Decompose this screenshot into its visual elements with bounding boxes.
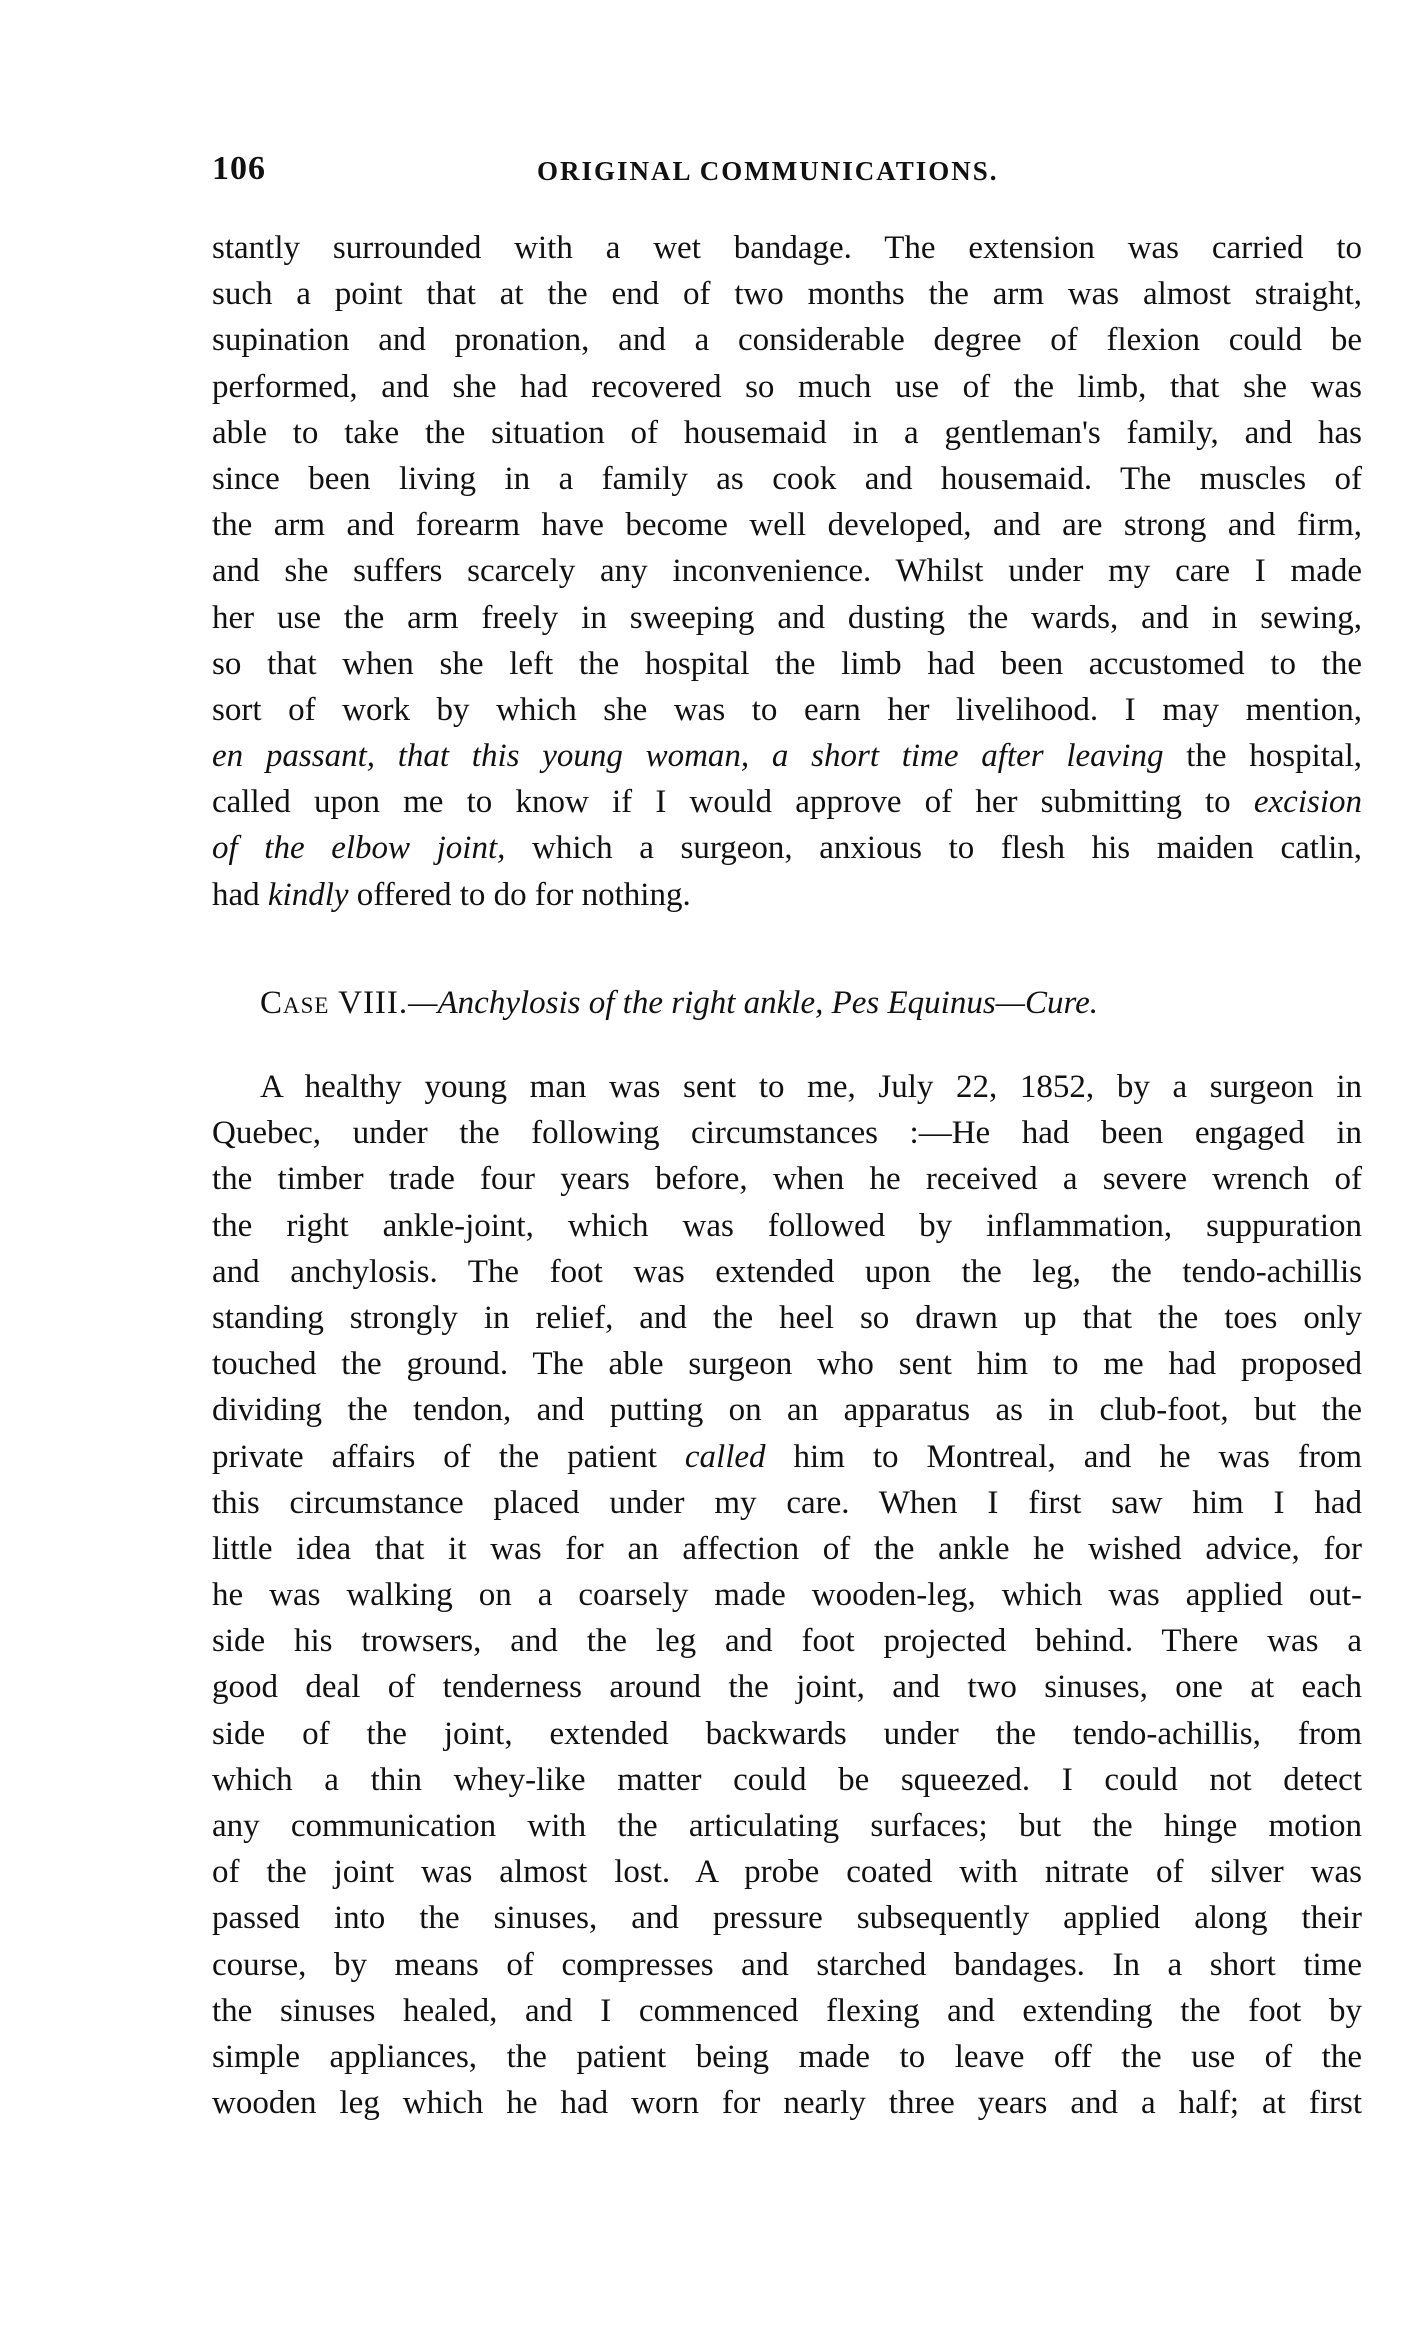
text-line: he was walking on a coarsely made wooden-leg, which was applied out- — [212, 1577, 1362, 1614]
text-line: dividing the tendon, and putting on an apparatus as in club-foot, but the — [212, 1392, 1362, 1429]
case-paragraph — [212, 1064, 1362, 2126]
text-line-mixed — [212, 1434, 1362, 1480]
text-line: stantly surrounded with a wet bandage. The extension was carried to — [212, 230, 1362, 266]
text-line: Quebec, under the following circumstances :—He had been engaged in — [212, 1115, 1362, 1152]
text-line-mixed — [212, 779, 1362, 825]
text-line: simple appliances, the patient being made to leave off the use of the — [212, 2038, 1362, 2075]
text-line-mixed — [212, 872, 1362, 918]
text-line: her use the arm freely in sweeping and dusting the wards, and in sewing, — [212, 599, 1362, 636]
text-span: had — [212, 876, 268, 913]
case-heading — [260, 978, 1362, 1028]
text-line-mixed — [212, 733, 1362, 779]
text-line: side his trowsers, and the leg and foot projected behind. There was a — [212, 1623, 1362, 1660]
text-line: which a thin whey-like matter could be squeezed. I could not detect — [212, 1761, 1362, 1798]
text-line: side of the joint, extended backwards under the tendo-achillis, from — [212, 1715, 1362, 1752]
text-line: of the joint was almost lost. A probe coated with nitrate of silver was — [212, 1854, 1362, 1891]
text-span: called upon me to know if I would approve of her submitting to — [212, 784, 1254, 821]
text-span: private affairs of the patient — [212, 1438, 685, 1475]
text-line: the arm and forearm have become well developed, and are strong and firm, — [212, 507, 1362, 544]
text-line-mixed — [212, 825, 1362, 871]
text-line: and anchylosis. The foot was extended upon the leg, the tendo-achillis — [212, 1253, 1362, 1290]
text-line: so that when she left the hospital the limb had been accustomed to the — [212, 645, 1362, 682]
text-line: course, by means of compresses and starched bandages. In a short time — [212, 1946, 1362, 1983]
text-line: sort of work by which she was to earn her livelihood. I may mention, — [212, 691, 1362, 728]
text-span: offered to do for nothing. — [348, 876, 691, 913]
text-line: A healthy young man was sent to me, July 22, 1852, by a surgeon in — [260, 1069, 1362, 1105]
text-line: wooden leg which he had worn for nearly three years and a half; at first — [212, 2085, 1362, 2122]
running-head — [212, 150, 1362, 200]
text-line: standing strongly in relief, and the heel so drawn up that the toes only — [212, 1299, 1362, 1336]
italic-phrase: en passant, — [212, 738, 375, 775]
text-span: the hospital, — [1163, 738, 1362, 775]
text-line: able to take the situation of housemaid in a gentleman's family, and has — [212, 414, 1362, 451]
text-line: any communication with the articulating surfaces; but the hinge motion — [212, 1808, 1362, 1844]
text-line: passed into the sinuses, and pressure subsequently applied along their — [212, 1900, 1362, 1937]
paragraph-continued — [212, 225, 1362, 918]
text-line: this circumstance placed under my care. When I first saw him I had — [212, 1484, 1362, 1521]
italic-phrase: that this young woman, a short time after leaving — [374, 738, 1164, 775]
case-label: Case VIII. — [260, 985, 409, 1021]
text-span: which a surgeon, anxious to flesh his maiden catlin, — [505, 830, 1362, 867]
text-span: him to Montreal, and he was from — [765, 1438, 1362, 1475]
text-line: little idea that it was for an affection of the ankle he wished advice, for — [212, 1530, 1362, 1567]
italic-phrase: excision — [1253, 784, 1362, 821]
text-line: supination and pronation, and a considerable degree of flexion could be — [212, 322, 1362, 359]
case-title: —Anchylosis of the right ankle, Pes Equinus—Cure. — [408, 985, 1099, 1021]
text-line: touched the ground. The able surgeon who sent him to me had proposed — [212, 1346, 1362, 1383]
text-line: performed, and she had recovered so much use of the limb, that she was — [212, 368, 1362, 405]
running-title: ORIGINAL COMMUNICATIONS. — [537, 156, 999, 186]
italic-phrase: of the elbow joint, — [212, 830, 506, 867]
page-number: 106 — [212, 150, 266, 187]
italic-phrase: called — [684, 1438, 766, 1475]
text-line: good deal of tenderness around the joint, and two sinuses, one at each — [212, 1669, 1362, 1706]
text-line: the sinuses healed, and I commenced flexing and extending the foot by — [212, 1992, 1362, 2029]
text-line: the timber trade four years before, when he received a severe wrench of — [212, 1161, 1362, 1198]
text-line: since been living in a family as cook and housemaid. The muscles of — [212, 460, 1362, 497]
italic-phrase: kindly — [267, 876, 349, 913]
text-line: such a point that at the end of two months the arm was almost straight, — [212, 276, 1362, 313]
text-line: and she suffers scarcely any inconvenience. Whilst under my care I made — [212, 553, 1362, 590]
text-line: the right ankle-joint, which was followed by inflammation, suppuration — [212, 1207, 1362, 1244]
